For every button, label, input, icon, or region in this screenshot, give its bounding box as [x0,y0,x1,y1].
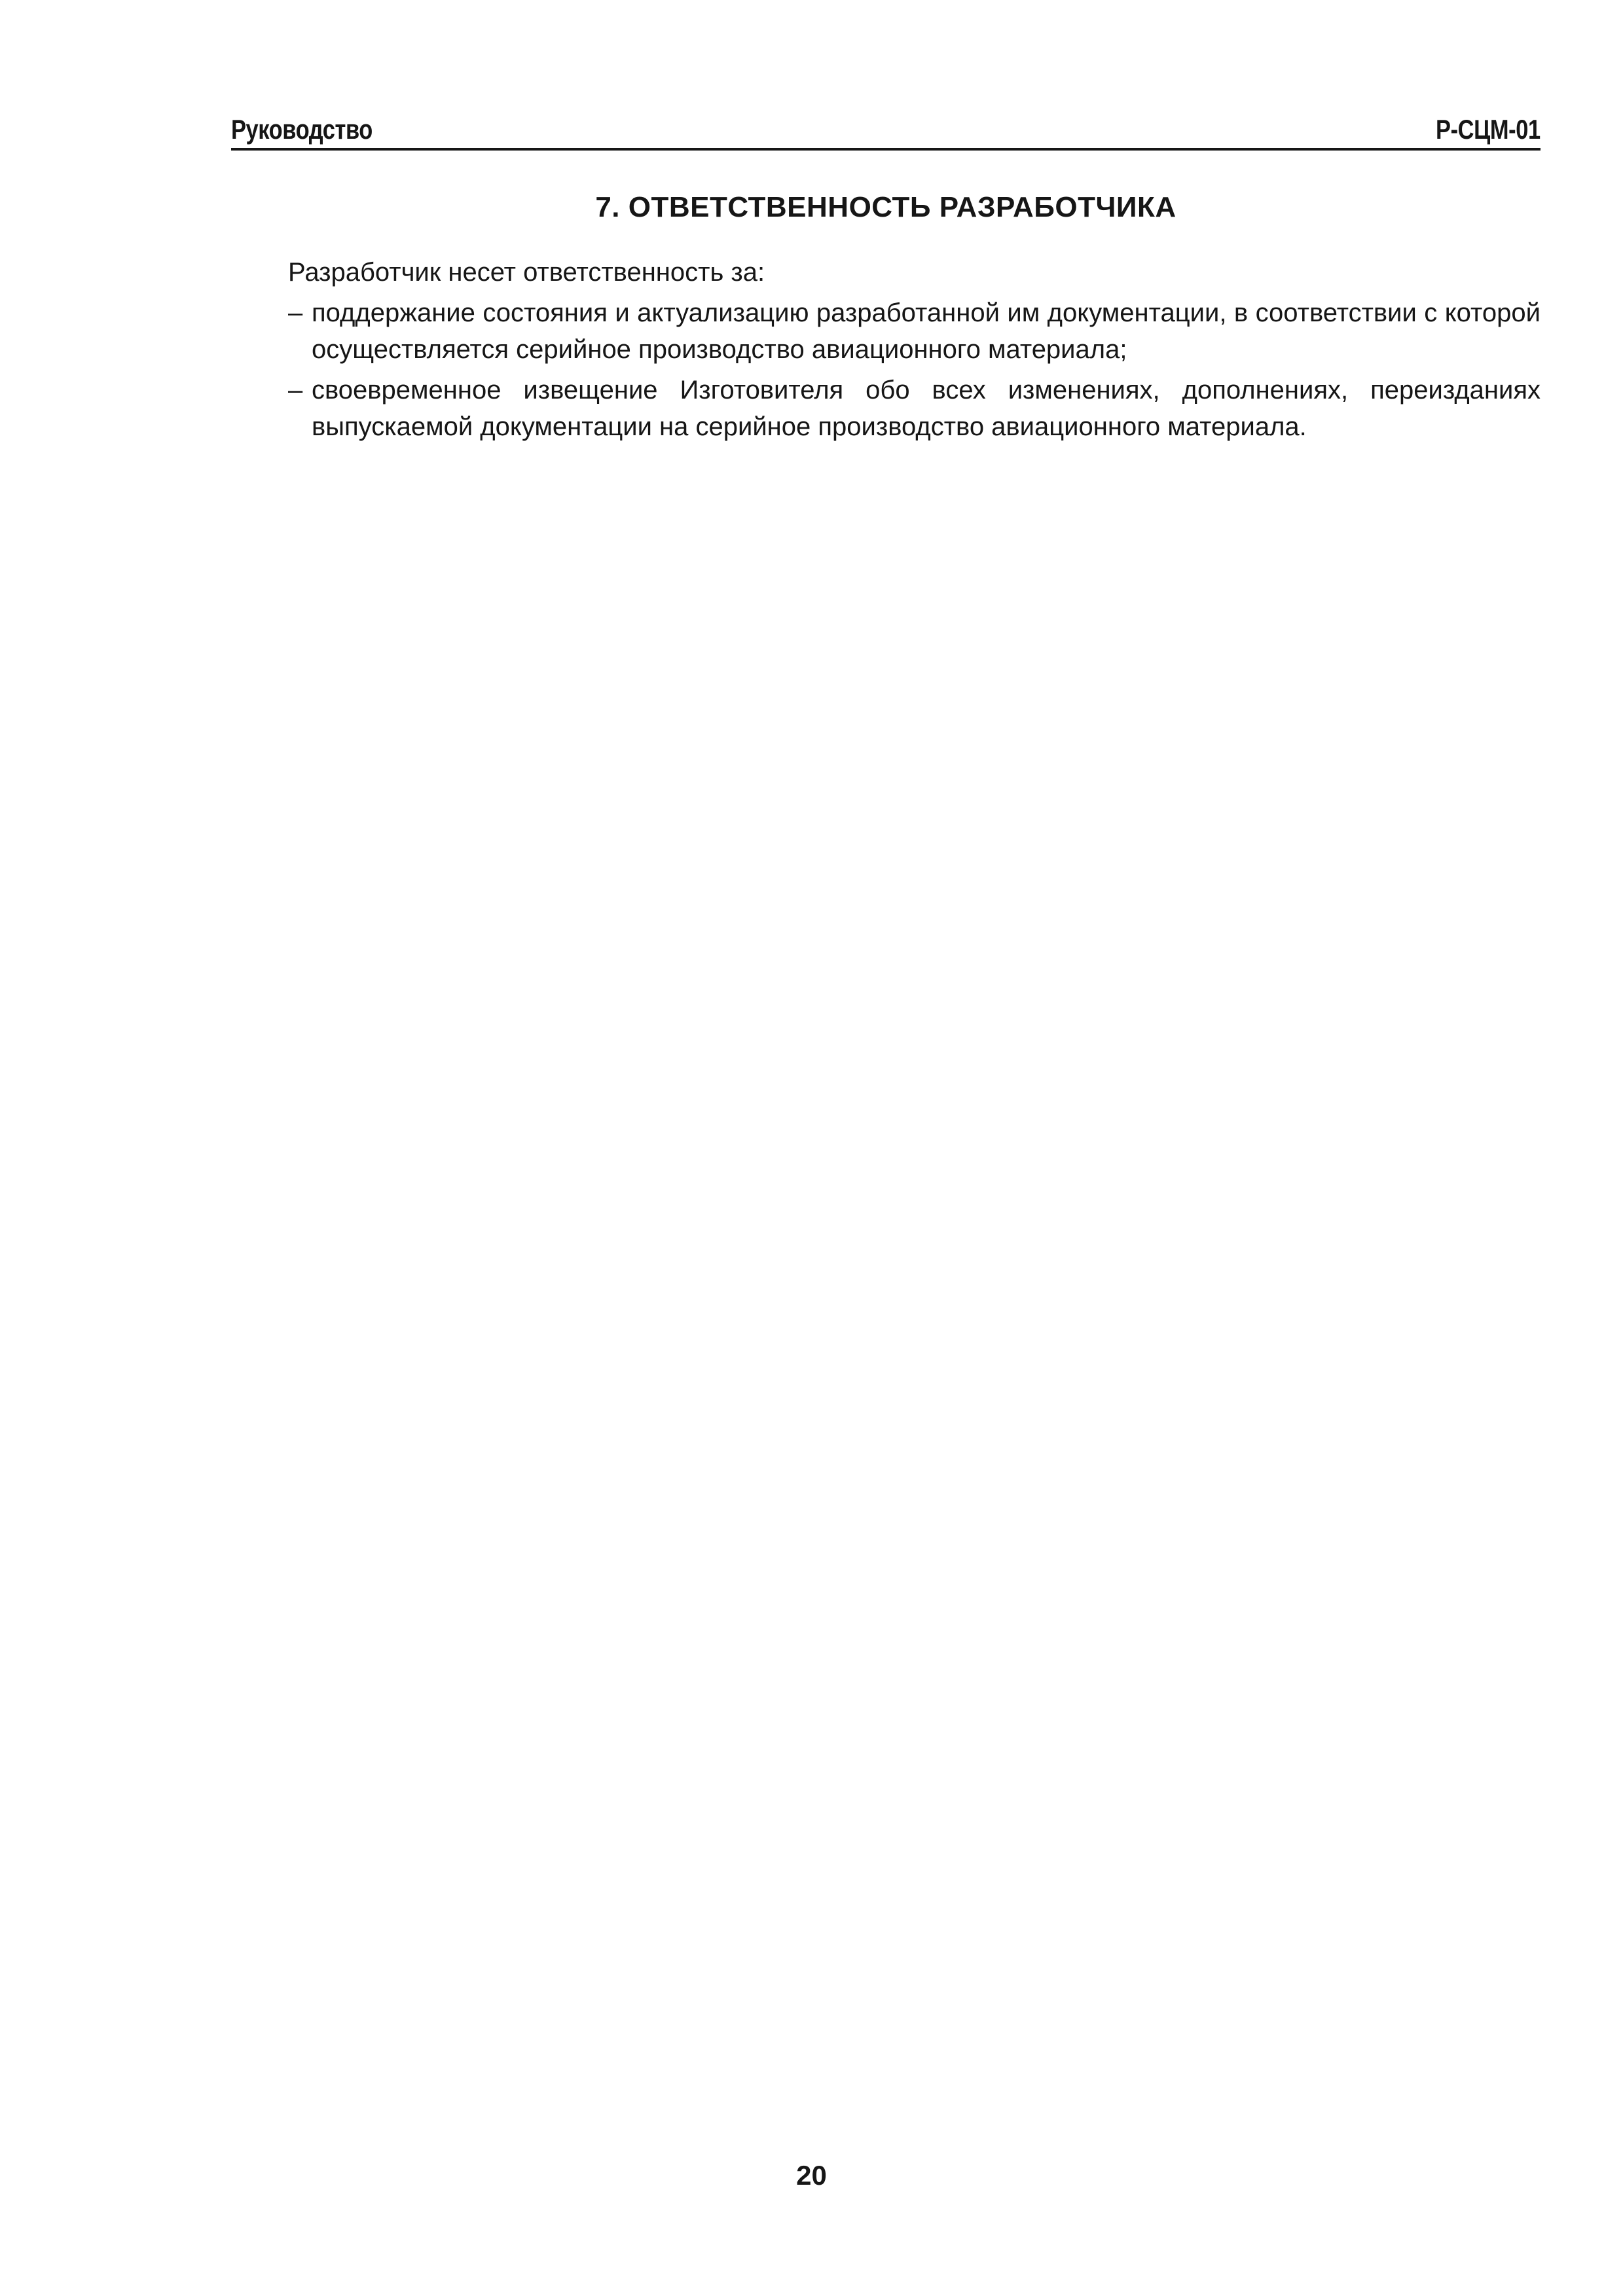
list-bullet: – [288,298,303,327]
list-item-text: своевременное извещение Изготовителя обо всех изменениях, дополнениях, переизданиях выпускаемой документации на серийное производство авиационного материала. [312,376,1541,441]
page-number: 20 [796,2160,827,2191]
header-document-code: Р-СЦМ-01 [1436,114,1541,145]
section-body [288,254,1541,449]
responsibility-list [288,295,1541,445]
list-item-text: поддержание состояния и актуализацию разработанной им документации, в соответствии с которой осуществляется серийное производство авиационного материала; [312,298,1541,364]
header-divider [231,148,1541,151]
list-bullet: – [288,376,303,404]
list-item [288,372,1541,445]
running-header [231,105,1541,145]
list-item [288,295,1541,368]
section-intro: Разработчик несет ответственность за: [288,258,765,287]
header-document-type: Руководство [231,114,373,145]
section-title: 7. ОТВЕТСТВЕННОСТЬ РАЗРАБОТЧИКА [595,191,1176,223]
